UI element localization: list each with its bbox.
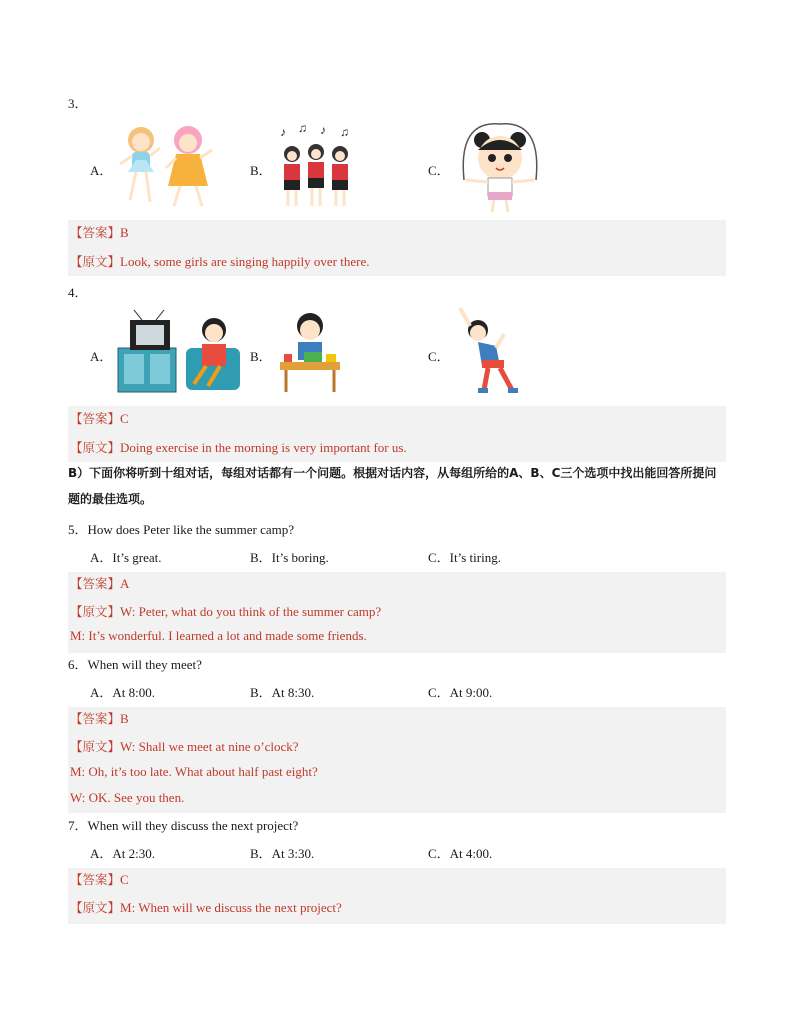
q6-answer: B [120, 711, 129, 726]
q4-option-b-label: B． [250, 349, 272, 364]
q4-options [68, 304, 726, 404]
q6-script-line-3: W: OK. See you then. [70, 790, 185, 805]
q5-choice-b: B．It’s boring. [250, 550, 329, 565]
answer-tag: 【答案】 [70, 711, 121, 726]
doing-exercise-picture [452, 304, 532, 396]
q3-answer: B [120, 225, 129, 240]
q3-options [68, 118, 726, 218]
script-tag: 【原文】 [70, 900, 121, 915]
q7-choice-b: B．At 3:30. [250, 846, 315, 861]
q6-script-1: W: Shall we meet at nine o’clock? [120, 739, 299, 754]
q3-script-line [70, 252, 370, 270]
script-tag: 【原文】 [70, 254, 121, 269]
q5-script-1: W: Peter, what do you think of the summer camp? [120, 604, 382, 619]
q7-question: 7．When will they discuss the next project? [68, 818, 299, 833]
q4-script-line [70, 438, 407, 456]
q3-answer-box [68, 220, 726, 276]
q5-answer-box [68, 572, 726, 653]
q7-answer-box [68, 868, 726, 924]
q3-option-c-label: C． [428, 163, 450, 178]
dancing-girls-picture [116, 120, 216, 212]
q6-script-line-2: M: Oh, it’s too late. What about half past eight? [70, 764, 318, 779]
q7-answer-line [70, 870, 129, 888]
q5-choice-a: A．It’s great. [90, 550, 162, 565]
q4-answer-line [70, 409, 129, 427]
q6-answer-box [68, 707, 726, 813]
q6-question: 6．When will they meet? [68, 657, 202, 672]
script-tag: 【原文】 [70, 604, 121, 619]
q3-option-a-label: A． [90, 163, 113, 178]
section-b-instruction: B）下面你将听到十组对话，每组对话都有一个问题。根据对话内容，从每组所给的A、B、C三个选项中找出能回答所提问题的最佳选项。 [68, 466, 717, 506]
q7-choice-c: C．At 4:00. [428, 846, 493, 861]
jumping-rope-girl-picture [452, 120, 548, 214]
svg-text:♪: ♪ [320, 123, 326, 137]
q4-option-c-label: C． [428, 349, 450, 364]
q5-script-line-2: M: It’s wonderful. I learned a lot and made some friends. [70, 628, 367, 643]
script-tag: 【原文】 [70, 440, 121, 455]
q4-answer-box [68, 406, 726, 462]
q4-answer: C [120, 411, 129, 426]
q3-option-b-label: B． [250, 163, 272, 178]
answer-tag: 【答案】 [70, 872, 121, 887]
q5-answer-line [70, 574, 129, 592]
q5-answer: A [120, 576, 130, 591]
script-tag: 【原文】 [70, 739, 121, 754]
svg-text:♫: ♫ [298, 122, 307, 135]
q6-answer-line [70, 709, 129, 727]
q6-choice-b: B．At 8:30. [250, 685, 315, 700]
answer-tag: 【答案】 [70, 576, 121, 591]
answer-tag: 【答案】 [70, 411, 121, 426]
q7-answer: C [120, 872, 129, 887]
q4-option-a-label: A． [90, 349, 113, 364]
q7-script-line-1 [70, 898, 342, 916]
q6-choice-a: A．At 8:00. [90, 685, 156, 700]
svg-text:♪: ♪ [280, 125, 286, 139]
q3-script: Look, some girls are singing happily over there. [120, 254, 370, 269]
singing-girls-picture [276, 122, 358, 210]
q6-script-line-1 [70, 737, 299, 755]
q3-answer-line [70, 223, 129, 241]
reading-at-desk-picture [274, 308, 344, 396]
answer-tag: 【答案】 [70, 225, 121, 240]
svg-text:♫: ♫ [340, 125, 349, 139]
q5-choice-c: C．It’s tiring. [428, 550, 501, 565]
q4-number: 4． [68, 285, 88, 300]
q4-script: Doing exercise in the morning is very important for us. [120, 440, 407, 455]
q7-choice-a: A．At 2:30. [90, 846, 156, 861]
watching-tv-picture [116, 308, 246, 396]
q7-script-1: M: When will we discuss the next project? [120, 900, 342, 915]
q6-choice-c: C．At 9:00. [428, 685, 493, 700]
q5-question: 5．How does Peter like the summer camp? [68, 522, 294, 537]
q5-script-line-1 [70, 602, 381, 620]
q3-number: 3． [68, 96, 88, 111]
